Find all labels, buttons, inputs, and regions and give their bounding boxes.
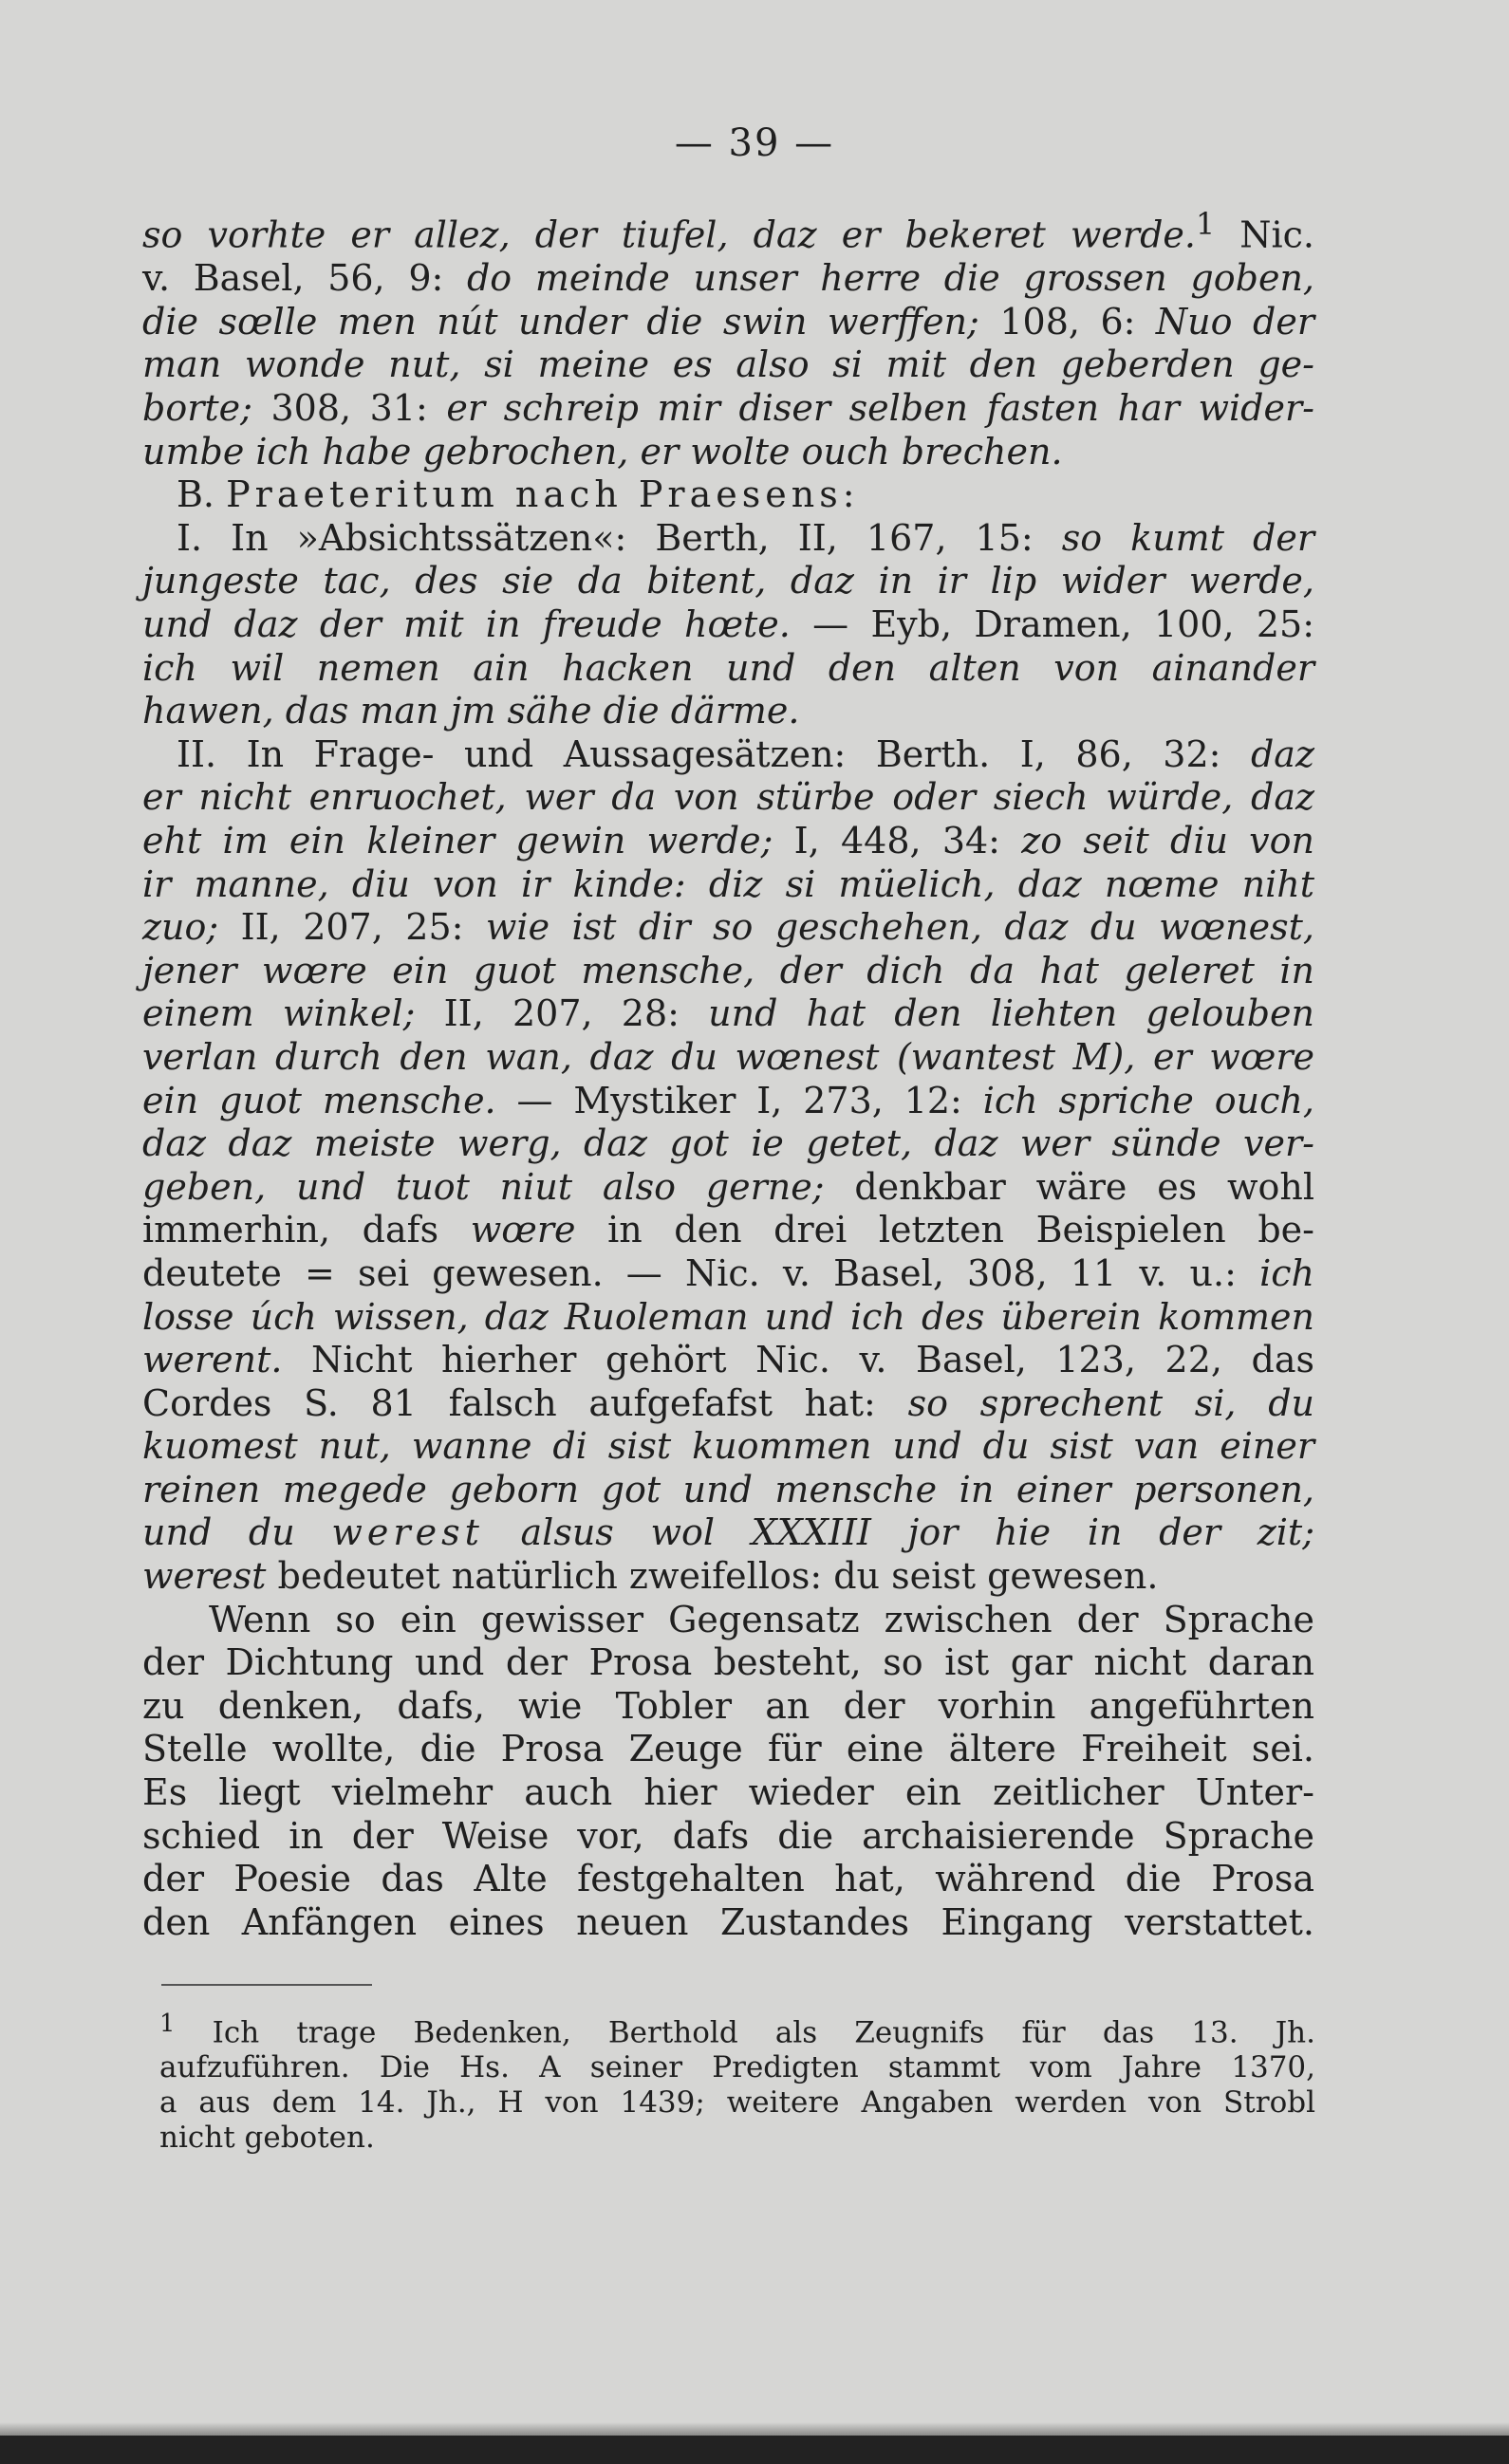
text-line: einem winkel; II, 207, 28: und hat den liehten gelouben (142, 992, 1315, 1035)
text-line: zuo; II, 207, 25: wie ist dir so geschehen, daz du wœnest, (142, 906, 1314, 949)
text-line: zu denken, dafs, wie Tobler an der vorhin angeführten (142, 1684, 1314, 1727)
text-line: der Poesie das Alte festgehalten hat, während die Prosa (142, 1858, 1314, 1900)
scan-edge (0, 2436, 1509, 2464)
text-line: verlan durch den wan, daz du wœnest (wantest M), er wœre (142, 1035, 1314, 1078)
text-line: und du werest alsus wol XXXIII jor hie in der zit; (142, 1511, 1314, 1554)
text-line: er nicht enruochet, wer da von stürbe oder siech würde, daz (142, 776, 1314, 819)
text-line: borte; 308, 31: er schreip mir diser selben fasten har wider- (142, 387, 1314, 430)
text-line: werent. Nicht hierher gehört Nic. v. Basel, 123, 22, das (142, 1339, 1314, 1381)
text-line: immerhin, dafs wœre in den drei letzten Beispielen be- (142, 1209, 1314, 1251)
text-line: der Dichtung und der Prosa besteht, so ist gar nicht daran (142, 1641, 1314, 1684)
text-line: v. Basel, 56, 9: do meinde unser herre die grossen goben, (142, 257, 1314, 300)
text-line: werest bedeutet natürlich zweifellos: du seist gewesen. (142, 1555, 1159, 1598)
text-line: I. In »Absichtssätzen«: Berth, II, 167, 15: so kumt der (177, 516, 1314, 559)
text-line: daz daz meiste werg, daz got ie getet, daz wer sünde ver- (142, 1122, 1314, 1165)
text-line: losse úch wissen, daz Ruoleman und ich des überein kommen (142, 1295, 1314, 1338)
footnote (159, 2007, 1315, 2156)
text-line: jungeste tac, des sie da bitent, daz in ir lip wider werde, (142, 560, 1314, 602)
page-number: — 39 — (674, 121, 835, 165)
footnote-divider (161, 1984, 372, 1986)
section-heading: B. Praeteritum nach Praesens: (177, 473, 860, 516)
text-line: eht im ein kleiner gewin werde; I, 448, 34: zo seit diu von (142, 819, 1315, 861)
text-line: den Anfängen eines neuen Zustandes Eingang verstattet. (142, 1900, 1314, 1943)
text-line: hawen, das man jm sähe die därme. (142, 690, 800, 732)
text-line: Es liegt vielmehr auch hier wieder ein zeitlicher Unter- (142, 1771, 1314, 1814)
footnote-line: nicht geboten. (159, 2120, 375, 2155)
text-line: und daz der mit in freude hœte. — Eyb, Dramen, 100, 25: (142, 603, 1315, 645)
text-line: jener wœre ein guot mensche, der dich da hat geleret in (142, 949, 1314, 991)
footnote-line: a aus dem 14. Jh., H von 1439; weitere Angaben werden von Strobl (159, 2084, 1315, 2120)
text-line: Wenn so ein gewisser Gegensatz zwischen der Sprache (209, 1598, 1314, 1640)
text-line: Stelle wollte, die Prosa Zeuge für eine ältere Freiheit sei. (142, 1728, 1314, 1770)
text-line: kuomest nut, wanne di sist kuommen und du sist van einer (142, 1425, 1314, 1468)
text-line: ein guot mensche. — Mystiker I, 273, 12: ich spriche ouch, (142, 1079, 1314, 1121)
text-line: umbe ich habe gebrochen, er wolte ouch brechen. (142, 430, 1063, 472)
text-line: die sœlle men nút under die swin werffen; 108, 6: Nuo der (142, 300, 1314, 343)
text-line: II. In Frage- und Aussagesätzen: Berth. I, 86, 32: daz (177, 732, 1314, 775)
text-line: ir manne, diu von ir kinde: diz si müelich, daz nœme niht (142, 862, 1314, 905)
footnote-line: aufzuführen. Die Hs. A seiner Predigten stammt vom Jahre 1370, (159, 2050, 1315, 2085)
text-line: Cordes S. 81 falsch aufgefafst hat: so sprechent si, du (142, 1381, 1314, 1424)
text-line: reinen megede geborn got und mensche in einer personen, (142, 1468, 1314, 1510)
text-line: geben, und tuot niut also gerne; denkbar wäre es wohl (142, 1165, 1314, 1208)
text-line: ich wil nemen ain hacken und den alten von ainander (142, 646, 1314, 689)
text-line: man wonde nut, si meine es also si mit den geberden ge- (142, 343, 1314, 386)
footnote-line: $^1$ Ich trage Bedenken, Berthold als Zeugnifs für das 13. Jh. (159, 2010, 1315, 2050)
text-line: schied in der Weise vor, dafs die archaisierende Sprache (142, 1814, 1314, 1857)
main-text (142, 204, 1314, 1944)
text-line: so vorhte er allez, der tiufel, daz er bekeret werde.$^1$ Nic. (142, 208, 1314, 256)
text-line: deutete = sei gewesen. — Nic. v. Basel, 308, 11 v. u.: ich (142, 1251, 1314, 1294)
